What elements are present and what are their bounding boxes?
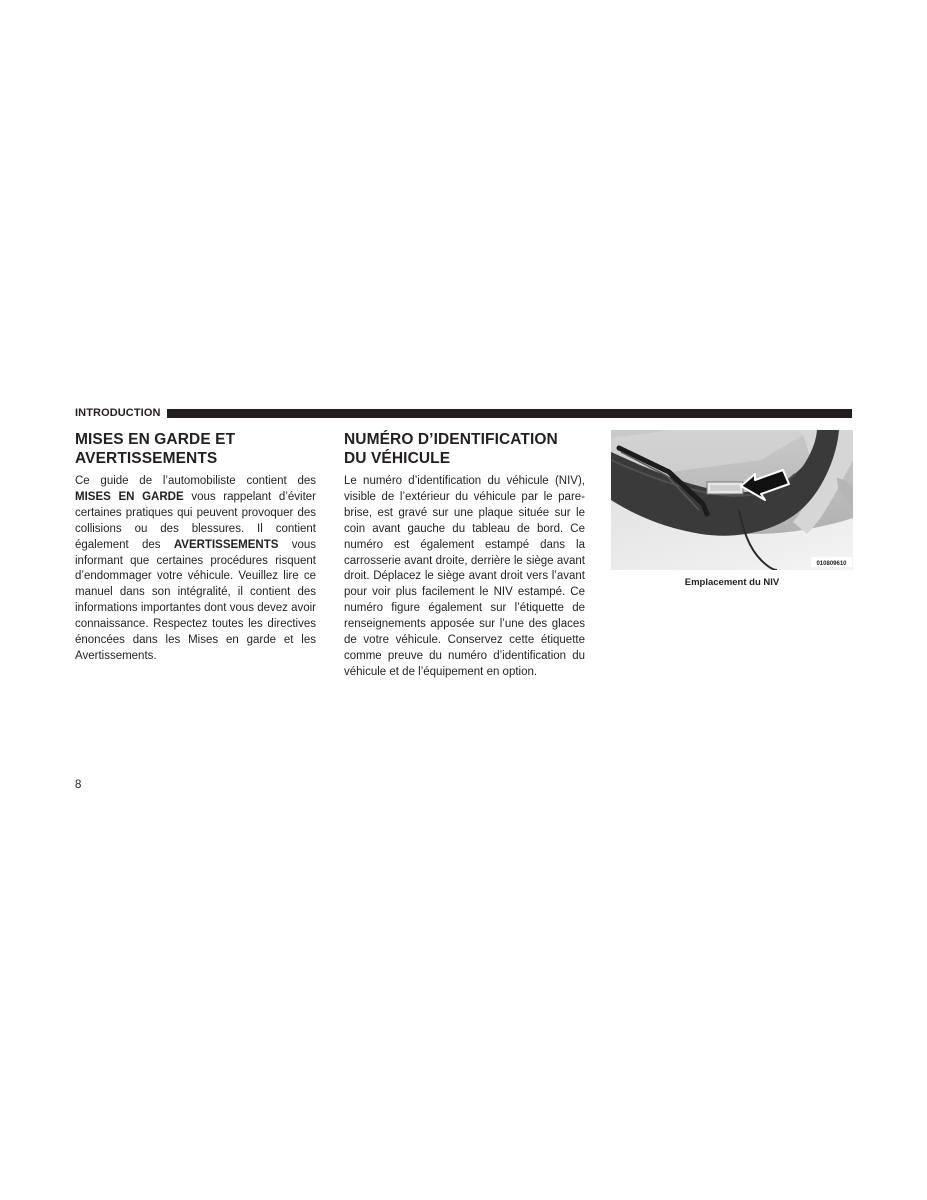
warnings-bold-avertissements: AVERTISSEMENTS: [173, 538, 279, 551]
warnings-heading-line2: AVERTISSEMENTS: [75, 450, 218, 467]
image-code: 010809610: [816, 561, 847, 567]
vin-location-photo: [611, 430, 853, 570]
warnings-text-a: Ce guide de l’automobiliste contient des: [75, 475, 316, 487]
warnings-column: [75, 430, 316, 665]
vin-column: [344, 430, 585, 681]
vin-paragraph: Le numéro d’identification du véhicule (NIV), visible de l’extérieur du véhicule par le pare-brise, est gravé sur une plaque située sur le coin avant gauche du tableau de bord. Ce numéro est également estampé dans la carrosserie avant droite, derrière le siège avant droit. Déplacez le siège avant droit vers l’avant pour voir plus facilement le NIV estampé. Ce numéro figure également sur l’étiquette de renseignements apposée sur l’une des glaces de votre véhicule. Conservez cette étiquette comme preuve du numéro d’identification du véhicule et de l’équipement en option.: [344, 475, 585, 678]
vin-heading-line2: DU VÉHICULE: [344, 450, 451, 467]
warnings-heading: [75, 430, 316, 468]
vin-location-figure: [611, 430, 853, 570]
warnings-paragraph: [75, 474, 316, 665]
vin-plate-inset: [710, 485, 740, 491]
warnings-bold-mises-en-garde: MISES EN GARDE: [75, 490, 184, 503]
warnings-text-b: vous rappelant d’éviter certaines pratiques qui peuvent provoquer des collisions ou des blessures. Il contient également des: [75, 490, 317, 551]
figure-column: [611, 430, 853, 588]
warnings-heading-line1: MISES EN GARDE ET: [75, 431, 236, 448]
vin-heading: [344, 430, 585, 468]
header-rule: [167, 409, 852, 418]
section-header: [75, 406, 852, 420]
page-number: 8: [75, 779, 82, 791]
vin-heading-line1: NUMÉRO D’IDENTIFICATION: [344, 431, 558, 448]
warnings-text-c: vous informant que certaines procédures risquent d’endommager votre véhicule. Veuillez lire ce manuel dans son intégralité, il contient des informations importantes dont vous devez avoir connaissance. Respectez toutes les directives énoncées dans les Mises en garde et les Avertissements.: [75, 538, 316, 662]
section-label: INTRODUCTION: [75, 407, 161, 419]
figure-caption: Emplacement du NIV: [684, 577, 780, 588]
